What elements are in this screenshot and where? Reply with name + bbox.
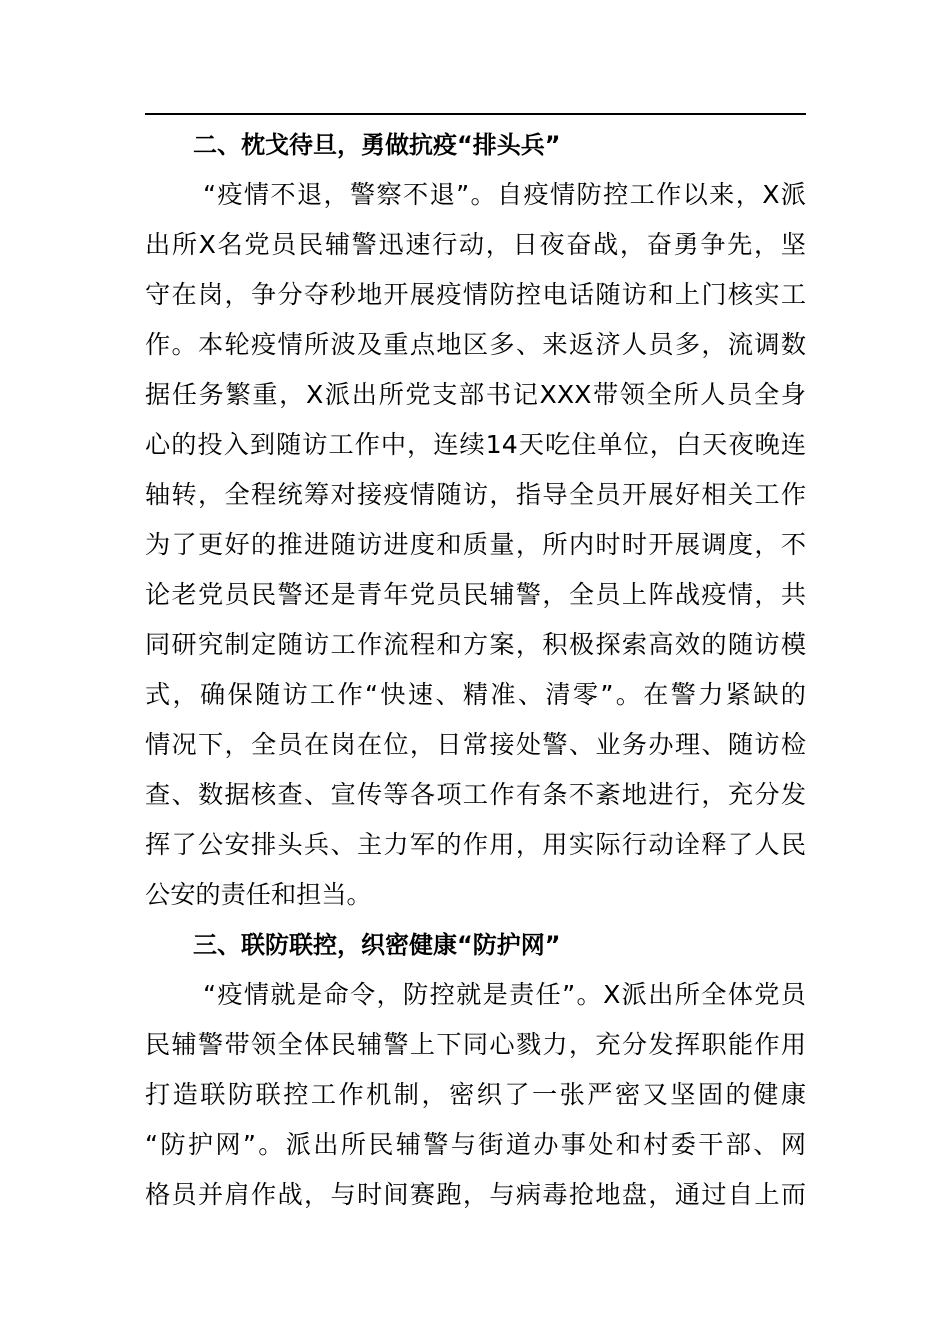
paragraph-line: 论老党员民警还是青年党员民辅警，全员上阵战疫情，共 [145,580,806,609]
header-rule [145,113,806,115]
paragraph-line: 民辅警带领全体民辅警上下同心戮力，充分发挥职能作用 [145,1030,806,1059]
paragraph-line: 格员并肩作战，与时间赛跑，与病毒抢地盘，通过自上而 [145,1180,806,1209]
paragraph-line: “防护网”。派出所民辅警与街道办事处和村委干部、网 [145,1130,806,1159]
paragraph-line: “疫情不退，警察不退”。自疫情防控工作以来，X派 [203,180,806,209]
section-heading: 三、联防联控，织密健康“防护网” [193,931,561,959]
paragraph-line: 情况下，全员在岗在位，日常接处警、业务办理、随访检 [145,730,806,759]
document-body [145,120,806,1220]
paragraph-line: 出所X名党员民辅警迅速行动，日夜奋战，奋勇争先，坚 [145,230,806,259]
paragraph-line: 守在岗，争分夺秒地开展疫情防控电话随访和上门核实工 [145,280,806,309]
paragraph-line: 同研究制定随访工作流程和方案，积极探索高效的随访模 [145,630,806,659]
paragraph-line: 查、数据核查、宣传等各项工作有条不紊地进行，充分发 [145,780,806,809]
paragraph-line: 心的投入到随访工作中，连续14天吃住单位，白天夜晚连 [145,430,806,459]
paragraph-line: “疫情就是命令，防控就是责任”。X派出所全体党员 [203,980,806,1009]
section-heading: 二、枕戈待旦，勇做抗疫“排头兵” [193,131,561,159]
paragraph-line: 公安的责任和担当。 [145,880,372,909]
paragraph-line: 据任务繁重，X派出所党支部书记XXX带领全所人员全身 [145,380,806,409]
paragraph-line: 挥了公安排头兵、主力军的作用，用实际行动诠释了人民 [145,830,806,859]
paragraph-line: 作。本轮疫情所波及重点地区多、来返济人员多，流调数 [145,330,806,359]
paragraph-line: 式，确保随访工作“快速、精准、清零”。在警力紧缺的 [145,680,806,709]
paragraph-line: 为了更好的推进随访进度和质量，所内时时开展调度，不 [145,530,806,559]
paragraph-line: 轴转，全程统筹对接疫情随访，指导全员开展好相关工作 [145,480,806,509]
paragraph-line: 打造联防联控工作机制，密织了一张严密又坚固的健康 [145,1080,806,1109]
